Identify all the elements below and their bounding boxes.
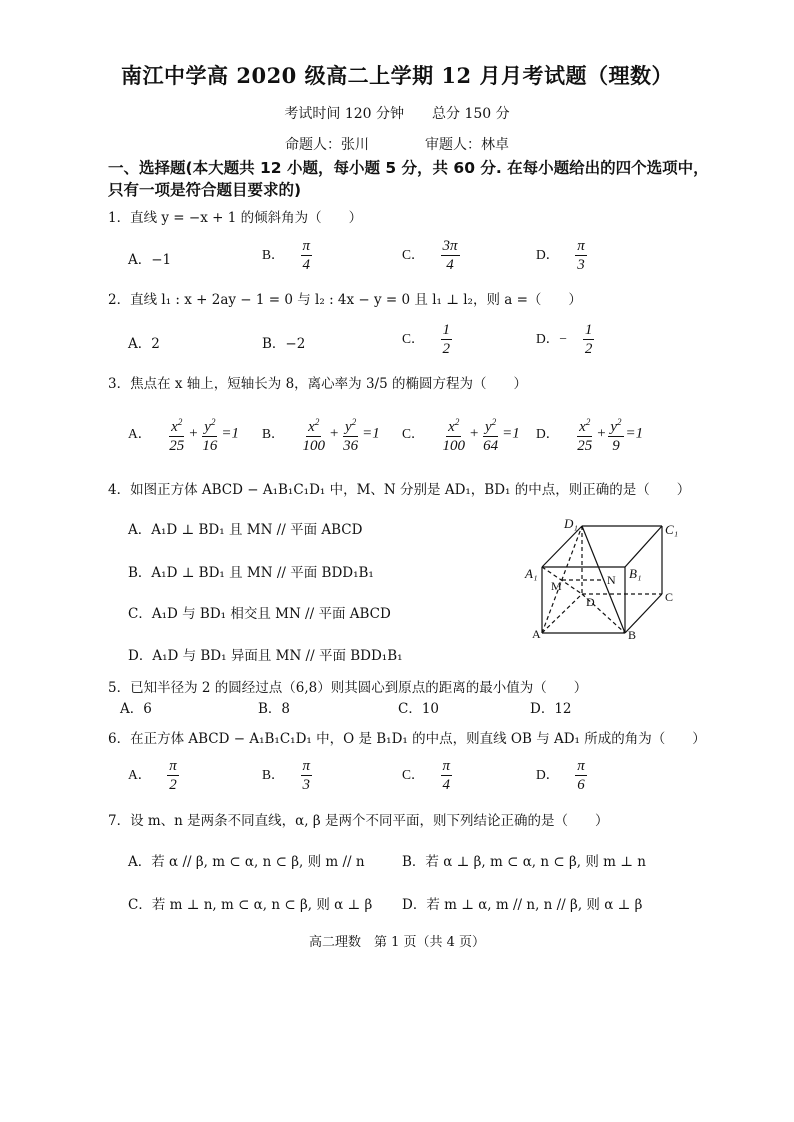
edge-b1-c1 bbox=[625, 526, 662, 567]
question-3-stem: 3．焦点在 x 轴上，短轴长为 8，离心率为 3/5 的椭圆方程为（ ） bbox=[108, 376, 527, 392]
question-1-stem: 1．直线 y = −x + 1 的倾斜角为（ ） bbox=[108, 210, 363, 226]
q3-option-c: C． $\frac{x^2}{100}$ + $\frac{y^2}{64}$ =1 bbox=[402, 414, 520, 454]
q5-option-a: A．6 bbox=[120, 701, 152, 717]
exam-title: 南江中学高 2020 级高二上学期 12 月月考试题（理数） bbox=[121, 63, 673, 88]
section-heading-line1: 一、选择题(本大题共 12 小题，每小题 5 分，共 60 分. 在每小题给出的四个选项中， bbox=[108, 159, 709, 177]
q4-option-d: D．A₁D 与 BD₁ 异面且 MN // 平面 BDD₁B₁ bbox=[128, 648, 403, 664]
q6-option-d: D． $\frac{\pi}{6}$ bbox=[536, 758, 585, 793]
edge-a-d-hidden bbox=[542, 594, 582, 633]
edge-a1-d1 bbox=[542, 526, 582, 567]
q7-option-a: A．若 α // β, m ⊂ α, n ⊂ β, 则 m // n bbox=[128, 854, 365, 870]
section-heading-line2: 只有一项是符合题目要求的) bbox=[108, 181, 302, 199]
label-b1: B₁ bbox=[629, 566, 642, 581]
label-d1: D₁ bbox=[564, 516, 578, 531]
question-2-stem: 2．直线 l₁ : x + 2ay − 1 = 0 与 l₂ : 4x − y = 0 且 l₁ ⊥ l₂，则 a =（ ） bbox=[108, 292, 582, 308]
label-c1: C₁ bbox=[665, 522, 679, 537]
question-5-stem: 5．已知半径为 2 的圆经过点（6,8）则其圆心到原点的距离的最小值为（ ） bbox=[108, 680, 588, 696]
q7-option-d: D．若 m ⊥ α, m // n, n // β, 则 α ⊥ β bbox=[402, 897, 643, 913]
label-a1: A₁ bbox=[525, 566, 538, 581]
q1-option-d: D． $\frac{\pi}{3}$ bbox=[536, 238, 585, 273]
label-b: B bbox=[628, 628, 637, 642]
q2-option-b: B．−2 bbox=[262, 336, 306, 352]
q1-option-b: B． $\frac{\pi}{4}$ bbox=[262, 238, 311, 273]
label-c: C bbox=[665, 590, 674, 604]
q5-option-b: B．8 bbox=[258, 701, 291, 717]
q6-option-c: C． $\frac{\pi}{4}$ bbox=[402, 758, 451, 793]
question-7-stem: 7．设 m、n 是两条不同直线，α, β 是两个不同平面，则下列结论正确的是（ ） bbox=[108, 813, 609, 829]
q2-option-a: A．2 bbox=[128, 336, 160, 352]
cube-figure bbox=[520, 510, 690, 645]
question-6-stem: 6．在正方体 ABCD − A₁B₁C₁D₁ 中，O 是 B₁D₁ 的中点，则直线 OB 与 AD₁ 所成的角为（ ） bbox=[108, 731, 706, 747]
exam-authors: 命题人：张川 审题人：林卓 bbox=[285, 137, 509, 153]
label-n: N bbox=[607, 573, 616, 587]
q3-option-b: B． $\frac{x^2}{100}$ + $\frac{y^2}{36}$ =1 bbox=[262, 414, 380, 454]
label-d: D bbox=[586, 595, 595, 609]
q7-option-c: C．若 m ⊥ n, m ⊂ α, n ⊂ β, 则 α ⊥ β bbox=[128, 897, 373, 913]
exam-info: 考试时间 120 分钟 总分 150 分 bbox=[284, 106, 510, 122]
q6-option-a: A． $\frac{\pi}{2}$ bbox=[128, 758, 177, 793]
question-4-stem: 4．如图正方体 ABCD − A₁B₁C₁D₁ 中，M、N 分别是 AD₁，BD₁ 的中点，则正确的是（ ） bbox=[108, 482, 691, 498]
q6-option-b: B． $\frac{\pi}{3}$ bbox=[262, 758, 311, 793]
page-footer: 高二理数 第 1 页（共 4 页） bbox=[308, 935, 486, 950]
label-m: M bbox=[551, 579, 562, 593]
q7-option-b: B．若 α ⊥ β, m ⊂ α, n ⊂ β, 则 m ⊥ n bbox=[402, 854, 646, 870]
q4-option-a: A．A₁D ⊥ BD₁ 且 MN // 平面 ABCD bbox=[128, 522, 363, 538]
q3-option-a: A． $\frac{x^2}{25}$ + $\frac{y^2}{16}$ =1 bbox=[128, 414, 239, 454]
q3-option-d: D． $\frac{x^2}{25}$ + $\frac{y^2}{9}$ =1 bbox=[536, 414, 643, 454]
q4-option-b: B．A₁D ⊥ BD₁ 且 MN // 平面 BDD₁B₁ bbox=[128, 565, 374, 581]
q2-option-d: D．− $\frac{1}{2}$ bbox=[536, 322, 593, 357]
q5-option-d: D．12 bbox=[530, 701, 572, 717]
label-a: A bbox=[532, 627, 541, 641]
edge-d1-b bbox=[582, 526, 625, 633]
q4-option-c: C．A₁D 与 BD₁ 相交且 MN // 平面 ABCD bbox=[128, 606, 391, 622]
q1-option-a: A．−1 bbox=[128, 252, 172, 268]
q1-option-c: C． $\frac{3\pi}{4}$ bbox=[402, 238, 458, 273]
q2-option-c: C． $\frac{1}{2}$ bbox=[402, 322, 451, 357]
q5-option-c: C．10 bbox=[398, 701, 440, 717]
